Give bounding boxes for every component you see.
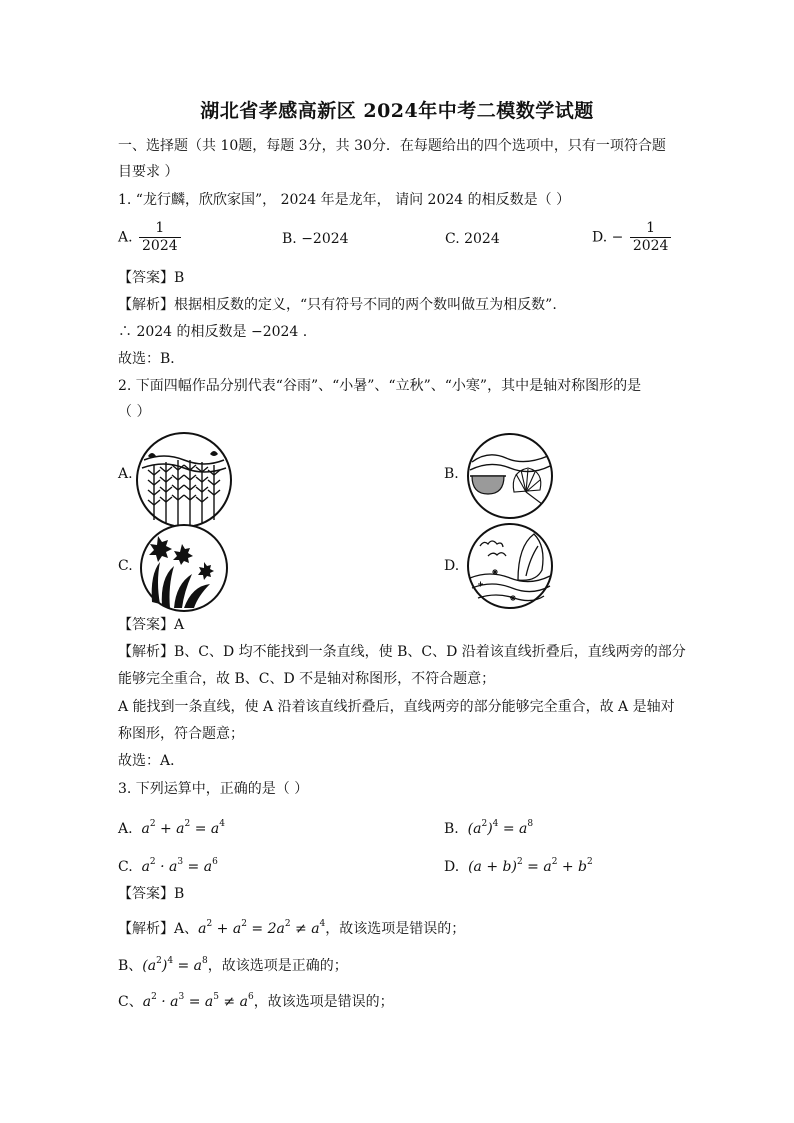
q1-option-d-label: D. − <box>592 229 624 246</box>
q1-option-a-denominator: 2024 <box>139 237 181 255</box>
q2-option-c-label: C. <box>118 558 133 574</box>
section-instructions-line2: 目要求 ） <box>118 164 179 180</box>
q3-option-c-label: C. <box>118 859 133 875</box>
q1-conclusion: 故选：B． <box>118 351 185 367</box>
q1-option-d-numerator: 1 <box>646 220 656 236</box>
page-title: 湖北省孝感高新区 2024年中考二模数学试题 <box>200 100 594 122</box>
q3-analysis-b-expression: $(a^2)^4 = a^8$ <box>142 956 208 974</box>
q3-analysis-b-prefix: B、 <box>118 958 143 974</box>
q1-answer: 【答案】B <box>118 270 185 286</box>
figure-minor-cold-icon <box>466 522 554 610</box>
q1-analysis-line2: ∴ 2024 的相反数是 −2024 . <box>118 324 308 340</box>
figure-beginning-autumn-icon <box>138 522 230 614</box>
q1-analysis-line1: 【解析】根据相反数的定义，“只有符号不同的两个数叫做互为相反数”. <box>118 297 557 313</box>
q1-option-a-fraction <box>139 220 181 255</box>
q3-option-b-expression: $(a^2)^4 = a^8$ <box>463 819 534 837</box>
q3-analysis-b <box>118 951 348 976</box>
q1-option-d-fraction <box>630 220 672 255</box>
q2-stem-line1: 2. 下面四幅作品分别代表“谷雨”、“小暑”、“立秋”、“小寒”，其中是轴对称图形的是 <box>118 378 642 394</box>
q3-analysis-a <box>118 914 465 939</box>
q3-option-a <box>118 814 225 839</box>
q1-option-c: C. 2024 <box>445 231 500 247</box>
q2-answer: 【答案】A <box>118 617 185 633</box>
q1-stem: 1. “龙行麟，欣欣家国”， 2024 年是龙年， 请问 2024 的相反数是（ ） <box>118 192 571 208</box>
q3-option-b-label: B. <box>444 821 459 837</box>
q1-option-a-numerator: 1 <box>155 220 165 236</box>
q3-analysis-b-tail: ，故该选项是正确的； <box>207 958 348 974</box>
figure-minor-heat-icon <box>466 432 554 520</box>
q2-analysis-line3: A 能找到一条直线，使 A 沿着该直线折叠后，直线两旁的部分能够完全重合，故 A 是轴对 <box>118 699 675 715</box>
q3-analysis-a-tail: ，故该选项是错误的； <box>325 921 466 937</box>
q1-option-b: B. −2024 <box>282 231 349 247</box>
q3-analysis-c-prefix: C、 <box>118 994 143 1010</box>
q3-option-d-expression: $(a + b)^2 = a^2 + b^2$ <box>463 857 593 875</box>
q2-analysis-line1: 【解析】B、C、D 均不能找到一条直线，使 B、C、D 沿着该直线折叠后，直线两旁的部分 <box>118 644 686 660</box>
q1-option-a-label: A. <box>118 229 133 246</box>
q3-analysis-a-expression: $a^2 + a^2 = 2a^2 \ne a^4$ <box>198 919 326 937</box>
q3-option-c <box>118 852 218 877</box>
q3-option-d-label: D. <box>444 859 460 875</box>
q2-option-b-label: B. <box>444 466 459 482</box>
figure-grain-rain-icon <box>134 430 234 530</box>
q2-option-a-label: A. <box>118 466 133 482</box>
q1-option-a <box>118 220 183 255</box>
q3-stem: 3. 下列运算中，正确的是（ ） <box>118 781 309 797</box>
q2-analysis-line2: 能够完全重合，故 B、C、D 不是轴对称图形，不符合题意； <box>118 671 496 687</box>
q3-analysis-a-prefix: 【解析】A、 <box>118 921 199 937</box>
q2-option-d-label: D. <box>444 558 460 574</box>
q3-option-a-expression: $a^2 + a^2 = a^4$ <box>137 819 225 837</box>
q3-answer: 【答案】B <box>118 886 185 902</box>
q3-analysis-c-expression: $a^2 \cdot a^3 = a^5 \ne a^6$ <box>142 992 254 1010</box>
q1-option-d-denominator: 2024 <box>630 237 672 255</box>
q3-analysis-c <box>118 987 394 1012</box>
q3-option-d <box>444 852 593 877</box>
q1-option-d <box>592 220 673 255</box>
q3-option-b <box>444 814 533 839</box>
q2-analysis-line4: 称图形，符合题意； <box>118 726 244 742</box>
q2-stem-line2: （ ） <box>118 404 151 420</box>
q3-option-a-label: A. <box>118 821 133 837</box>
section-instructions-line1: 一、选择题（共 10题，每题 3分，共 30分．在每题给出的四个选项中，只有一项符合题 <box>118 138 666 154</box>
q3-option-c-expression: $a^2 \cdot a^3 = a^6$ <box>137 857 218 875</box>
q2-conclusion: 故选：A． <box>118 753 185 769</box>
q3-analysis-c-tail: ，故该选项是错误的； <box>253 994 394 1010</box>
